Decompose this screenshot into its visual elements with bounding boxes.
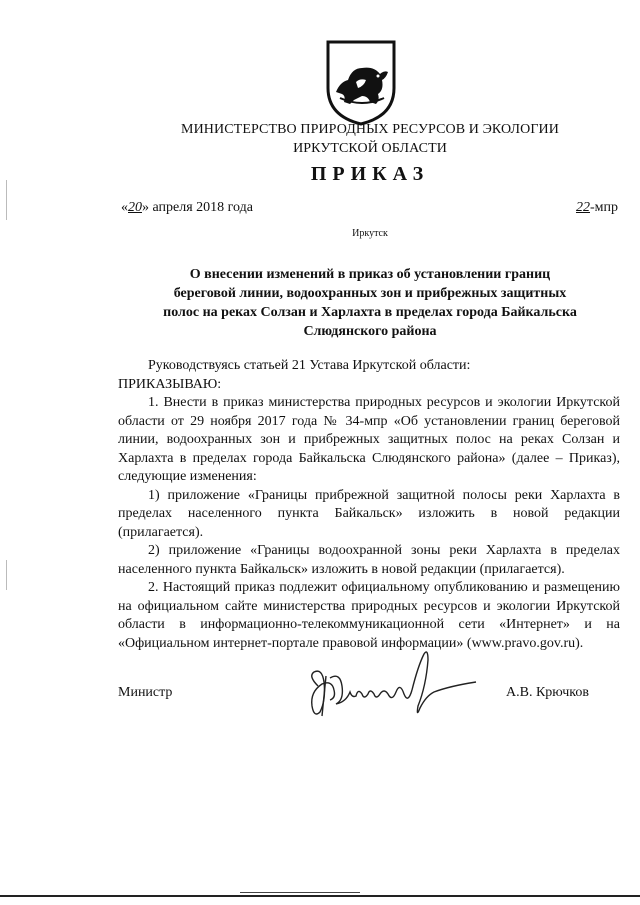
- title-line-1: О внесении изменений в приказ об установлении границ: [189, 267, 551, 282]
- signer-name: А.В. Крючков: [506, 685, 589, 700]
- title-line-2: береговой линии, водоохранных зон и прибрежных защитных: [173, 286, 567, 301]
- document-type: ПРИКАЗ: [310, 163, 430, 185]
- document-date: [121, 200, 253, 216]
- scan-edge-mark: [240, 892, 360, 893]
- document-title: [130, 265, 610, 341]
- date-open-quote: «: [121, 200, 128, 215]
- ministry-line-1: МИНИСТЕРСТВО ПРИРОДНЫХ РЕСУРСОВ И ЭКОЛОГИИ: [181, 122, 559, 137]
- document-number: [576, 200, 618, 216]
- ministry-name: [120, 120, 620, 158]
- order-word: ПРИКАЗЫВАЮ:: [118, 376, 222, 392]
- ministry-line-2: ИРКУТСКОЙ ОБЛАСТИ: [293, 141, 447, 156]
- paragraph-1-item-2: 2) приложение «Границы водоохранной зоны реки Харлахта в пределах населенного пункта Байкальск» изложить в новой редакции (прилагается).: [118, 543, 620, 577]
- scan-margin-mark: [6, 180, 7, 220]
- signer-role: Министр: [118, 685, 173, 700]
- title-line-3: полос на реках Солзан и Харлахта в пределах города Байкальска: [163, 305, 577, 320]
- date-month-year: » апреля 2018 года: [142, 200, 253, 215]
- document-body: [118, 357, 620, 653]
- paragraph-2: 2. Настоящий приказ подлежит официальному опубликованию и размещению на официальном сайте министерства природных ресурсов и экологии Иркутской области в информационно-телекоммуникационной сети «Интернет» и на «Официальном интернет-портале правовой информации» (www.pravo.gov.ru).: [118, 580, 620, 651]
- scan-bottom-edge: [0, 895, 640, 897]
- coat-of-arms-icon: [322, 38, 400, 126]
- title-line-4: Слюдянского района: [303, 324, 437, 339]
- handwritten-signature: [300, 646, 500, 736]
- paragraph-1-item-1: 1) приложение «Границы прибрежной защитной полосы реки Харлахта в пределах населенного пункта Байкальск» изложить в новой редакции (прилагается).: [118, 487, 620, 540]
- scan-margin-mark: [6, 560, 7, 590]
- number-suffix: -мпр: [589, 200, 618, 215]
- intro-paragraph: Руководствуясь статьей 21 Устава Иркутской области:: [148, 358, 471, 373]
- paragraph-1: 1. Внести в приказ министерства природных ресурсов и экологии Иркутской области от 29 ноября 2017 года № 34-мпр «Об установлении границ береговой линии, водоохранных зон и прибрежных защитных полос на реках Солзан и Харлахта в пределах города Байкальска Слюдянского района» (далее – Приказ), следующие изменения:: [118, 395, 620, 484]
- document-city: Иркутск: [352, 228, 388, 239]
- number-handwritten: 22: [575, 200, 590, 215]
- date-day-handwritten: 20: [128, 200, 142, 215]
